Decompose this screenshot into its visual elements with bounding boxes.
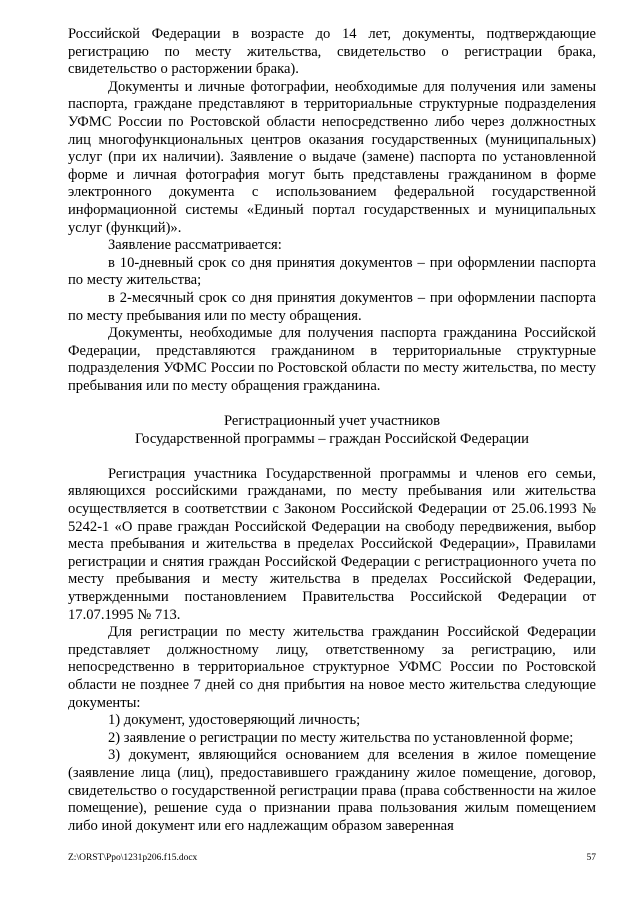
section-heading <box>68 413 596 448</box>
footer-file-path: Z:\ORST\Ppo\1231p206.f15.docx <box>68 853 198 863</box>
paragraph-submission: Документы, необходимые для получения паспорта гражданина Российской Федерации, представляются гражданином в территориальные структурные подразделения УФМС России по Ростовской области по месту жительства, по месту пребывания или по месту обращения гражданина. <box>68 325 596 394</box>
section-heading-line1: Регистрационный учет участников <box>223 413 441 430</box>
list-item-basis-document: 3) документ, являющийся основанием для вселения в жилое помещение (заявление лица (лиц), предоставившего гражданину жилое помещение, договор, свидетельство о государственной регистрации права (права собственности на жилое помещение), решение суда о признании права пользования жилым помещением либо иной документ или его надлежащим образом заверенная <box>68 747 596 834</box>
list-item-identity-document: 1) документ, удостоверяющий личность; <box>108 712 361 729</box>
footer-page-number: 57 <box>586 853 596 863</box>
document-body <box>68 26 596 835</box>
paragraph-review-intro: Заявление рассматривается: <box>108 237 282 254</box>
paragraph-review-2-months: в 2-месячный срок со дня принятия документов – при оформлении паспорта по месту пребывания или по месту обращения. <box>68 289 596 324</box>
paragraph-continuation: Российской Федерации в возрасте до 14 лет, документы, подтверждающие регистрацию по месту жительства, свидетельство о регистрации брака, свидетельство о расторжении брака). <box>68 26 596 78</box>
section-heading-line2: Государственной программы – граждан Российской Федерации <box>135 430 529 447</box>
paragraph-registration-documents: Для регистрации по месту жительства гражданин Российской Федерации представляет должностному лицу, ответственному за регистрацию, или непосредственно в территориальное структурное УФМС России по Ростовской области не позднее 7 дней со дня прибытия на новое место жительства следующие документы: <box>68 624 596 711</box>
paragraph-review-10-days: в 10-дневный срок со дня принятия документов – при оформлении паспорта по месту жительства; <box>68 254 596 289</box>
list-item-application: 2) заявление о регистрации по месту жительства по установленной форме; <box>108 729 574 746</box>
paragraph-passport-documents: Документы и личные фотографии, необходимые для получения или замены паспорта, граждане представляют в территориальные структурные подразделения УФМС России по Ростовской области непосредственно либо через должностных лиц многофункциональных центров оказания государственных (муниципальных) услуг (при их наличии). Заявление о выдаче (замене) паспорта по установленной форме и личная фотография могут быть представлены гражданином в форме электронного документа с использованием федеральной государственной информационной системы «Единый портал государственных и муниципальных услуг (функций)». <box>68 78 596 236</box>
paragraph-registration-law: Регистрация участника Государственной программы и членов его семьи, являющихся российскими гражданами, по месту пребывания или жительства осуществляется в соответствии с Законом Российской Федерации от 25.06.1993 № 5242-1 «О праве граждан Российской Федерации на свободу передвижения, выбор места пребывания и жительства в пределах Российской Федерации», Правилами регистрации и снятия граждан Российской Федерации с регистрационного учета по месту пребывания и месту жительства в пределах Российской Федерации, утвержденными постановлением Правительства Российской Федерации от 17.07.1995 № 713. <box>68 465 596 623</box>
